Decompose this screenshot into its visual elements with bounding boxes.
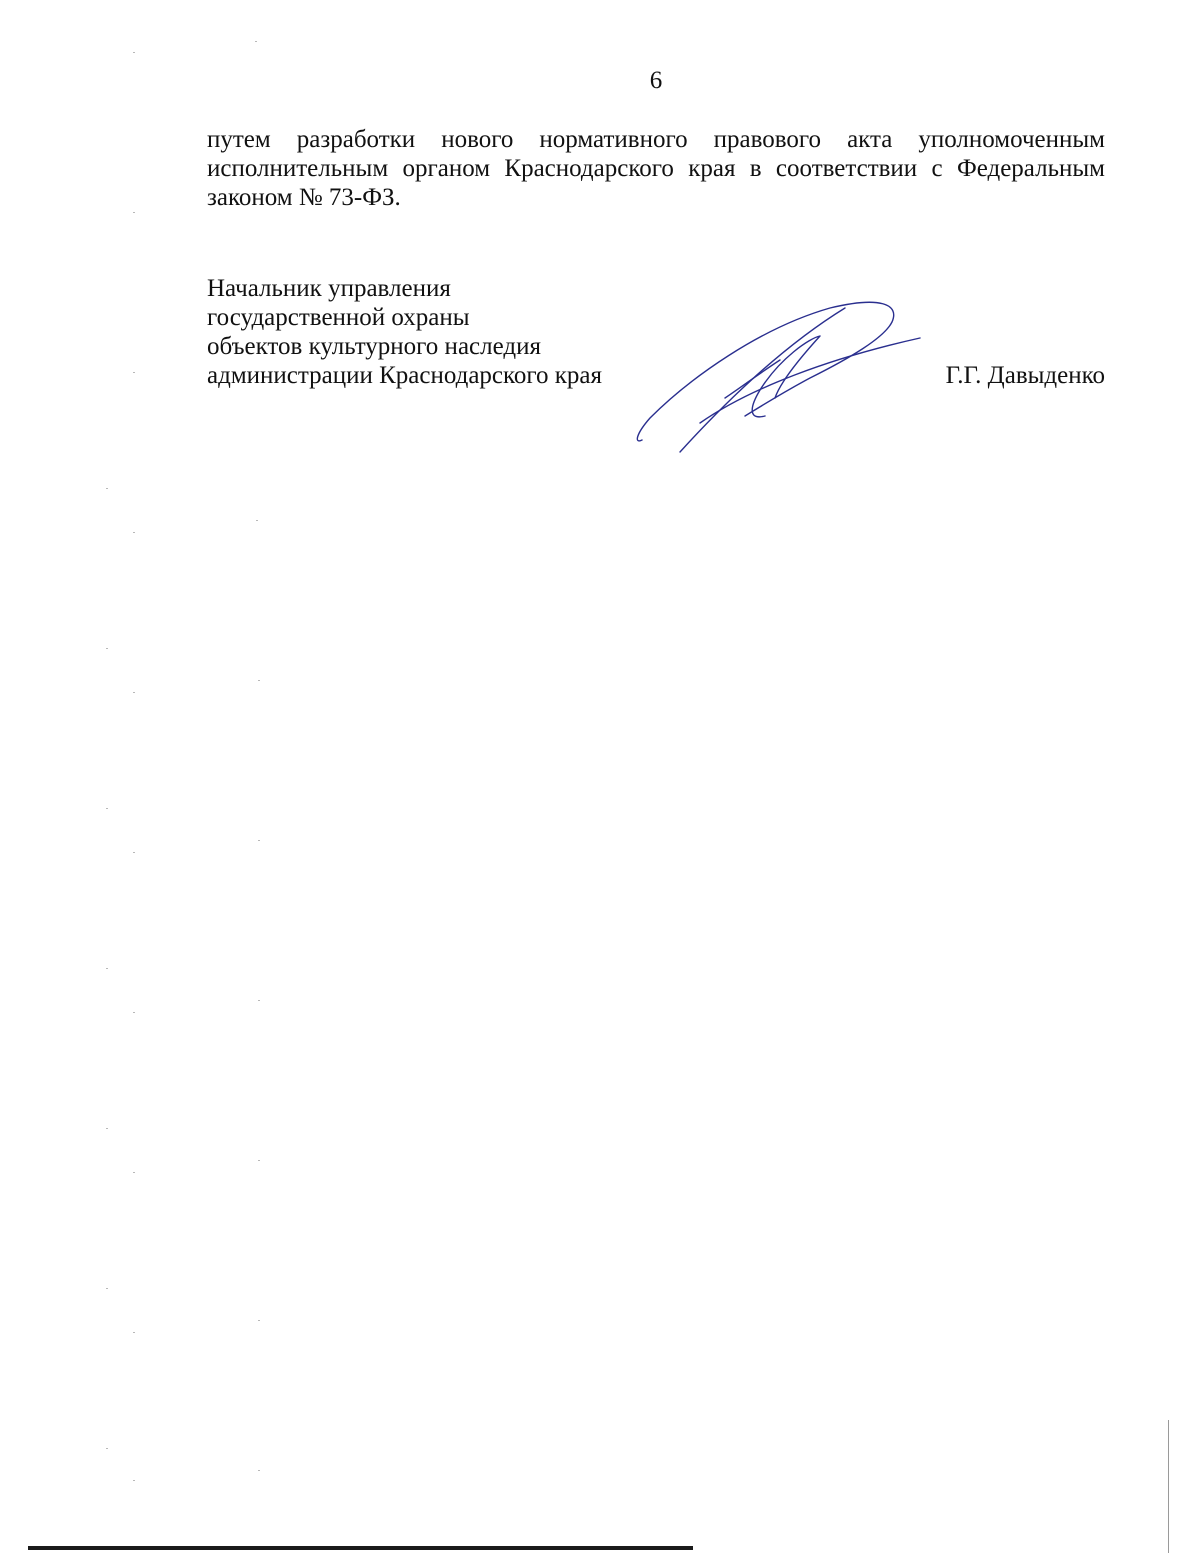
scan-artifact bbox=[258, 1470, 260, 1471]
scan-artifact bbox=[258, 1320, 260, 1321]
scan-artifact bbox=[258, 840, 260, 841]
scan-artifact bbox=[258, 680, 260, 681]
scan-artifact bbox=[106, 968, 108, 969]
scan-artifact bbox=[133, 1172, 135, 1173]
scan-artifact bbox=[133, 212, 135, 213]
signatory-position bbox=[207, 274, 602, 390]
position-line: объектов культурного наследия bbox=[207, 333, 541, 360]
scan-artifact bbox=[133, 852, 135, 853]
scan-artifact bbox=[255, 41, 257, 42]
scan-artifact bbox=[258, 1160, 260, 1161]
position-line: Начальник управления bbox=[207, 275, 451, 302]
scan-artifact bbox=[133, 1012, 135, 1013]
scan-artifact bbox=[133, 372, 135, 373]
scan-artifact bbox=[133, 692, 135, 693]
scan-artifact bbox=[133, 52, 135, 53]
handwritten-signature bbox=[630, 298, 930, 458]
scan-artifact bbox=[133, 1480, 135, 1481]
scan-artifact bbox=[258, 1000, 260, 1001]
position-line: администрации Краснодарского края bbox=[207, 362, 603, 389]
scan-artifact bbox=[106, 808, 108, 809]
body-line: путем разработки нового нормативного правового акта уполномоченным bbox=[207, 126, 1105, 153]
scan-bottom-edge bbox=[28, 1546, 693, 1550]
scan-artifact bbox=[106, 648, 108, 649]
scan-artifact bbox=[133, 532, 135, 533]
scan-artifact bbox=[106, 1448, 108, 1449]
body-line: исполнительным органом Краснодарского края в соответствии с Федеральным bbox=[207, 155, 1105, 182]
page-number: 6 bbox=[649, 67, 663, 94]
scan-artifact bbox=[106, 1128, 108, 1129]
signer-name: Г.Г. Давыденко bbox=[945, 362, 1105, 389]
scan-artifact bbox=[106, 488, 108, 489]
scan-artifact bbox=[256, 520, 258, 521]
scan-artifact bbox=[106, 1288, 108, 1289]
body-paragraph bbox=[207, 125, 1105, 212]
scan-edge-line bbox=[1168, 1420, 1169, 1553]
position-line: государственной охраны bbox=[207, 304, 470, 331]
body-line: законом № 73-ФЗ. bbox=[207, 184, 401, 211]
scan-artifact bbox=[133, 1332, 135, 1333]
